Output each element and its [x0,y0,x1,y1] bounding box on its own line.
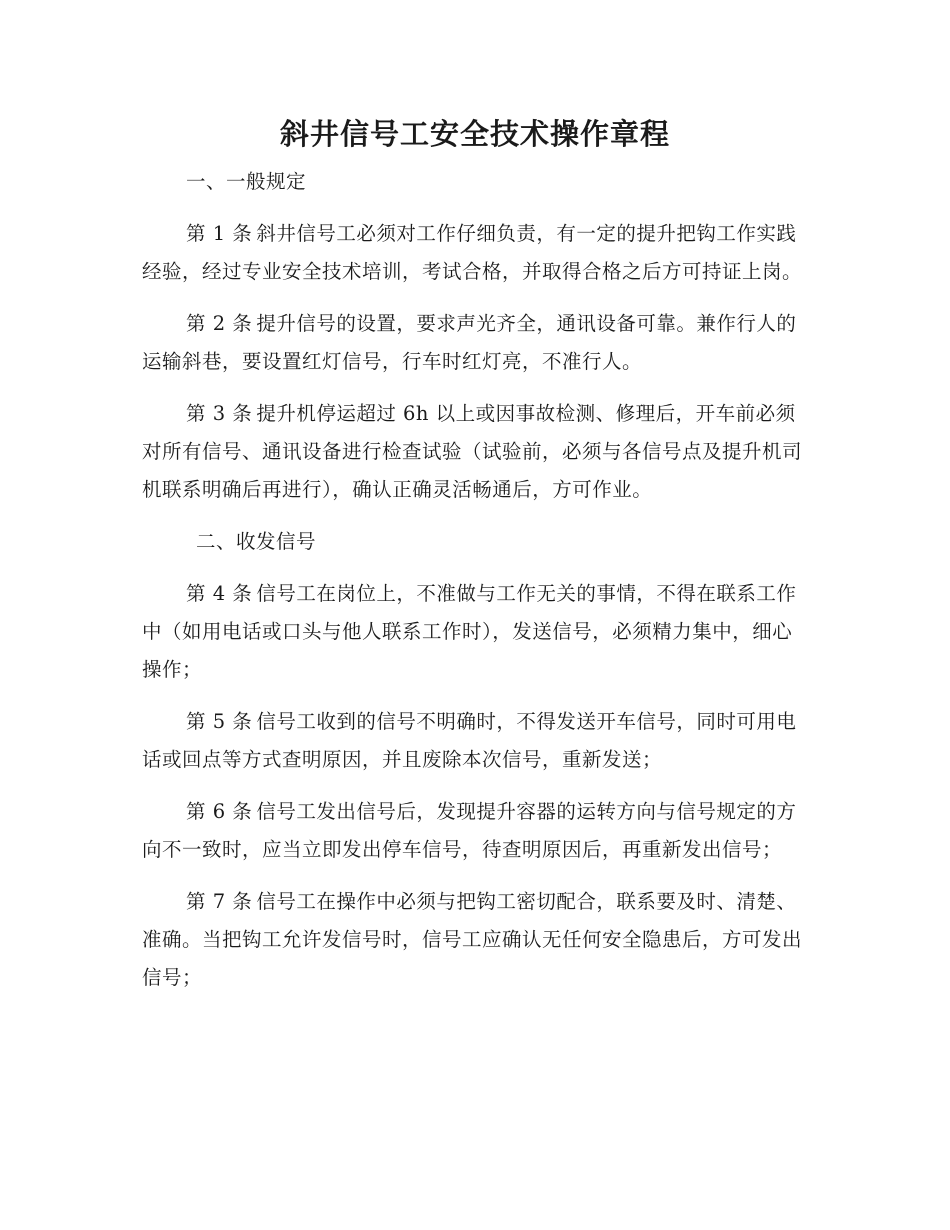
article-number: 第 6 条 [186,800,253,823]
article-4 [142,575,808,689]
article-number: 第 2 条 [186,312,253,335]
article-text: 提升信号的设置，要求声光齐全，通讯设备可靠。兼作行人的运输斜巷，要设置红灯信号，行车时红灯亮，不准行人。 [142,312,797,373]
article-7 [142,883,808,997]
article-3 [142,395,808,509]
article-number: 第 4 条 [186,582,253,605]
article-2 [142,305,808,381]
document-title: 斜井信号工安全技术操作章程 [279,117,670,151]
article-number: 第 3 条 [186,402,253,425]
article-text: 信号工发出信号后，发现提升容器的运转方向与信号规定的方向不一致时，应当立即发出停车信号，待查明原因后，再重新发出信号； [142,800,797,861]
article-6 [142,793,808,869]
article-text: 斜井信号工必须对工作仔细负责，有一定的提升把钩工作实践经验，经过专业安全技术培训，考试合格，并取得合格之后方可持证上岗。 [142,222,803,283]
section-heading-general: 一、一般规定 [186,170,307,193]
article-number: 第 5 条 [186,710,253,733]
article-text: 信号工在操作中必须与把钩工密切配合，联系要及时、清楚、准确。当把钩工允许发信号时，信号工应确认无任何安全隐患后，方可发出信号； [142,890,803,989]
article-text: 提升机停运超过 6h 以上或因事故检测、修理后，开车前必须对所有信号、通讯设备进行检查试验（试验前，必须与各信号点及提升机司机联系明确后再进行），确认正确灵活畅通后，方可作业。 [142,402,803,501]
article-text: 信号工在岗位上，不准做与工作无关的事情，不得在联系工作中（如用电话或口头与他人联系工作时），发送信号，必须精力集中，细心操作； [142,582,797,681]
article-number: 第 1 条 [186,222,253,245]
article-number: 第 7 条 [186,890,253,913]
section-heading-signals: 二、收发信号 [196,530,317,553]
article-text: 信号工收到的信号不明确时，不得发送开车信号，同时可用电话或回点等方式查明原因，并且废除本次信号，重新发送； [142,710,797,771]
article-5 [142,703,808,779]
document-body [142,163,808,1011]
article-1 [142,215,808,291]
